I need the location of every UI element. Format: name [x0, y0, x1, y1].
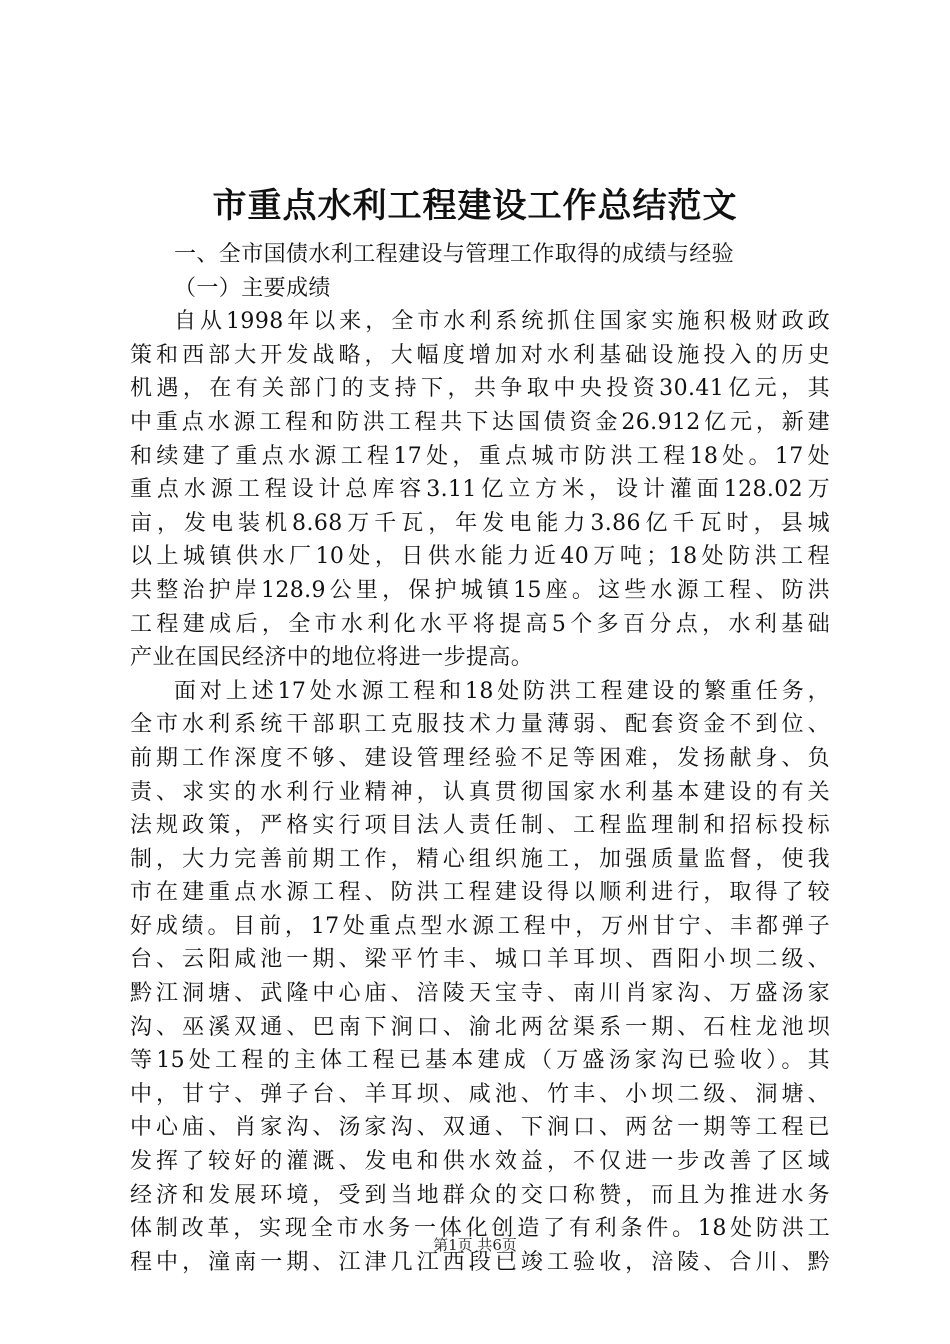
- page-number-footer: 第1页 共6页: [433, 1236, 517, 1254]
- paragraph-line: 制，大力完善前期工作，精心组织施工，加强质量监督，使我: [130, 846, 830, 872]
- paragraph-line: 体制改革，实现全市水务一体化创造了有利条件。18处防洪工: [130, 1216, 830, 1242]
- paragraph-line: 工程建成后，全市水利化水平将提高5个多百分点，水利基础: [130, 611, 830, 637]
- paragraph-line: 中心庙、肖家沟、汤家沟、双通、下涧口、两岔一期等工程已: [130, 1115, 830, 1141]
- paragraph-line: 好成绩。目前，17处重点型水源工程中，万州甘宁、丰都弹子: [130, 913, 830, 939]
- paragraph-line: 前期工作深度不够、建设管理经验不足等困难，发扬献身、负: [130, 745, 830, 771]
- paragraph-line: 机遇，在有关部门的支持下，共争取中央投资30.41亿元，其: [130, 376, 830, 402]
- document-body: [130, 238, 830, 1279]
- paragraph-line: 共整治护岸128.9公里，保护城镇15座。这些水源工程、防洪: [130, 577, 830, 603]
- paragraph-line: 中重点水源工程和防洪工程共下达国债资金26.912亿元，新建: [130, 409, 830, 435]
- paragraph-line: 黔江洞塘、武隆中心庙、涪陵天宝寺、南川肖家沟、万盛汤家: [130, 981, 830, 1007]
- paragraph-line: 策和西部大开发战略，大幅度增加对水利基础设施投入的历史: [130, 342, 830, 368]
- paragraph-line: 重点水源工程设计总库容3.11亿立方米，设计灌面128.02万: [130, 477, 830, 503]
- paragraph-line: 产业在国民经济中的地位将进一步提高。: [130, 645, 534, 671]
- paragraph-line: 等15处工程的主体工程已基本建成（万盛汤家沟已验收）。其: [130, 1048, 830, 1074]
- paragraph-line: 以上城镇供水厂10处，日供水能力近40万吨；18处防洪工程: [130, 544, 830, 570]
- paragraph-line: 和续建了重点水源工程17处，重点城市防洪工程18处。17处: [130, 443, 830, 469]
- paragraph-line: 沟、巫溪双通、巴南下涧口、渝北两岔渠系一期、石柱龙池坝: [130, 1014, 830, 1040]
- paragraph-line: 程中，潼南一期、江津几江西段已竣工验收，涪陵、合川、黔: [130, 1249, 830, 1275]
- paragraph-line: 市在建重点水源工程、防洪工程建设得以顺利进行，取得了较: [130, 880, 830, 906]
- section-heading: 一、全市国债水利工程建设与管理工作取得的成绩与经验: [174, 242, 735, 267]
- paragraph-line: 台、云阳咸池一期、梁平竹丰、城口羊耳坝、酉阳小坝二级、: [130, 947, 830, 973]
- paragraph-line: 自从1998年以来，全市水利系统抓住国家实施积极财政政: [174, 309, 830, 335]
- paragraph-line: 中，甘宁、弹子台、羊耳坝、咸池、竹丰、小坝二级、洞塘、: [130, 1081, 830, 1107]
- paragraph-line: 发挥了较好的灌溉、发电和供水效益，不仅进一步改善了区域: [130, 1149, 830, 1175]
- paragraph-line: 法规政策，严格实行项目法人责任制、工程监理制和招标投标: [130, 813, 830, 839]
- paragraph-line: 责、求实的水利行业精神，认真贯彻国家水利基本建设的有关: [130, 779, 830, 805]
- document-title: 市重点水利工程建设工作总结范文: [212, 186, 738, 226]
- subsection-heading: （一）主要成绩: [174, 275, 331, 301]
- paragraph-line: 亩，发电装机8.68万千瓦，年发电能力3.86亿千瓦时，县城: [130, 510, 830, 536]
- paragraph-line: 面对上述17处水源工程和18处防洪工程建设的繁重任务，: [174, 678, 830, 704]
- paragraph-line: 全市水利系统干部职工克服技术力量薄弱、配套资金不到位、: [130, 712, 830, 738]
- paragraph-line: 经济和发展环境，受到当地群众的交口称赞，而且为推进水务: [130, 1182, 830, 1208]
